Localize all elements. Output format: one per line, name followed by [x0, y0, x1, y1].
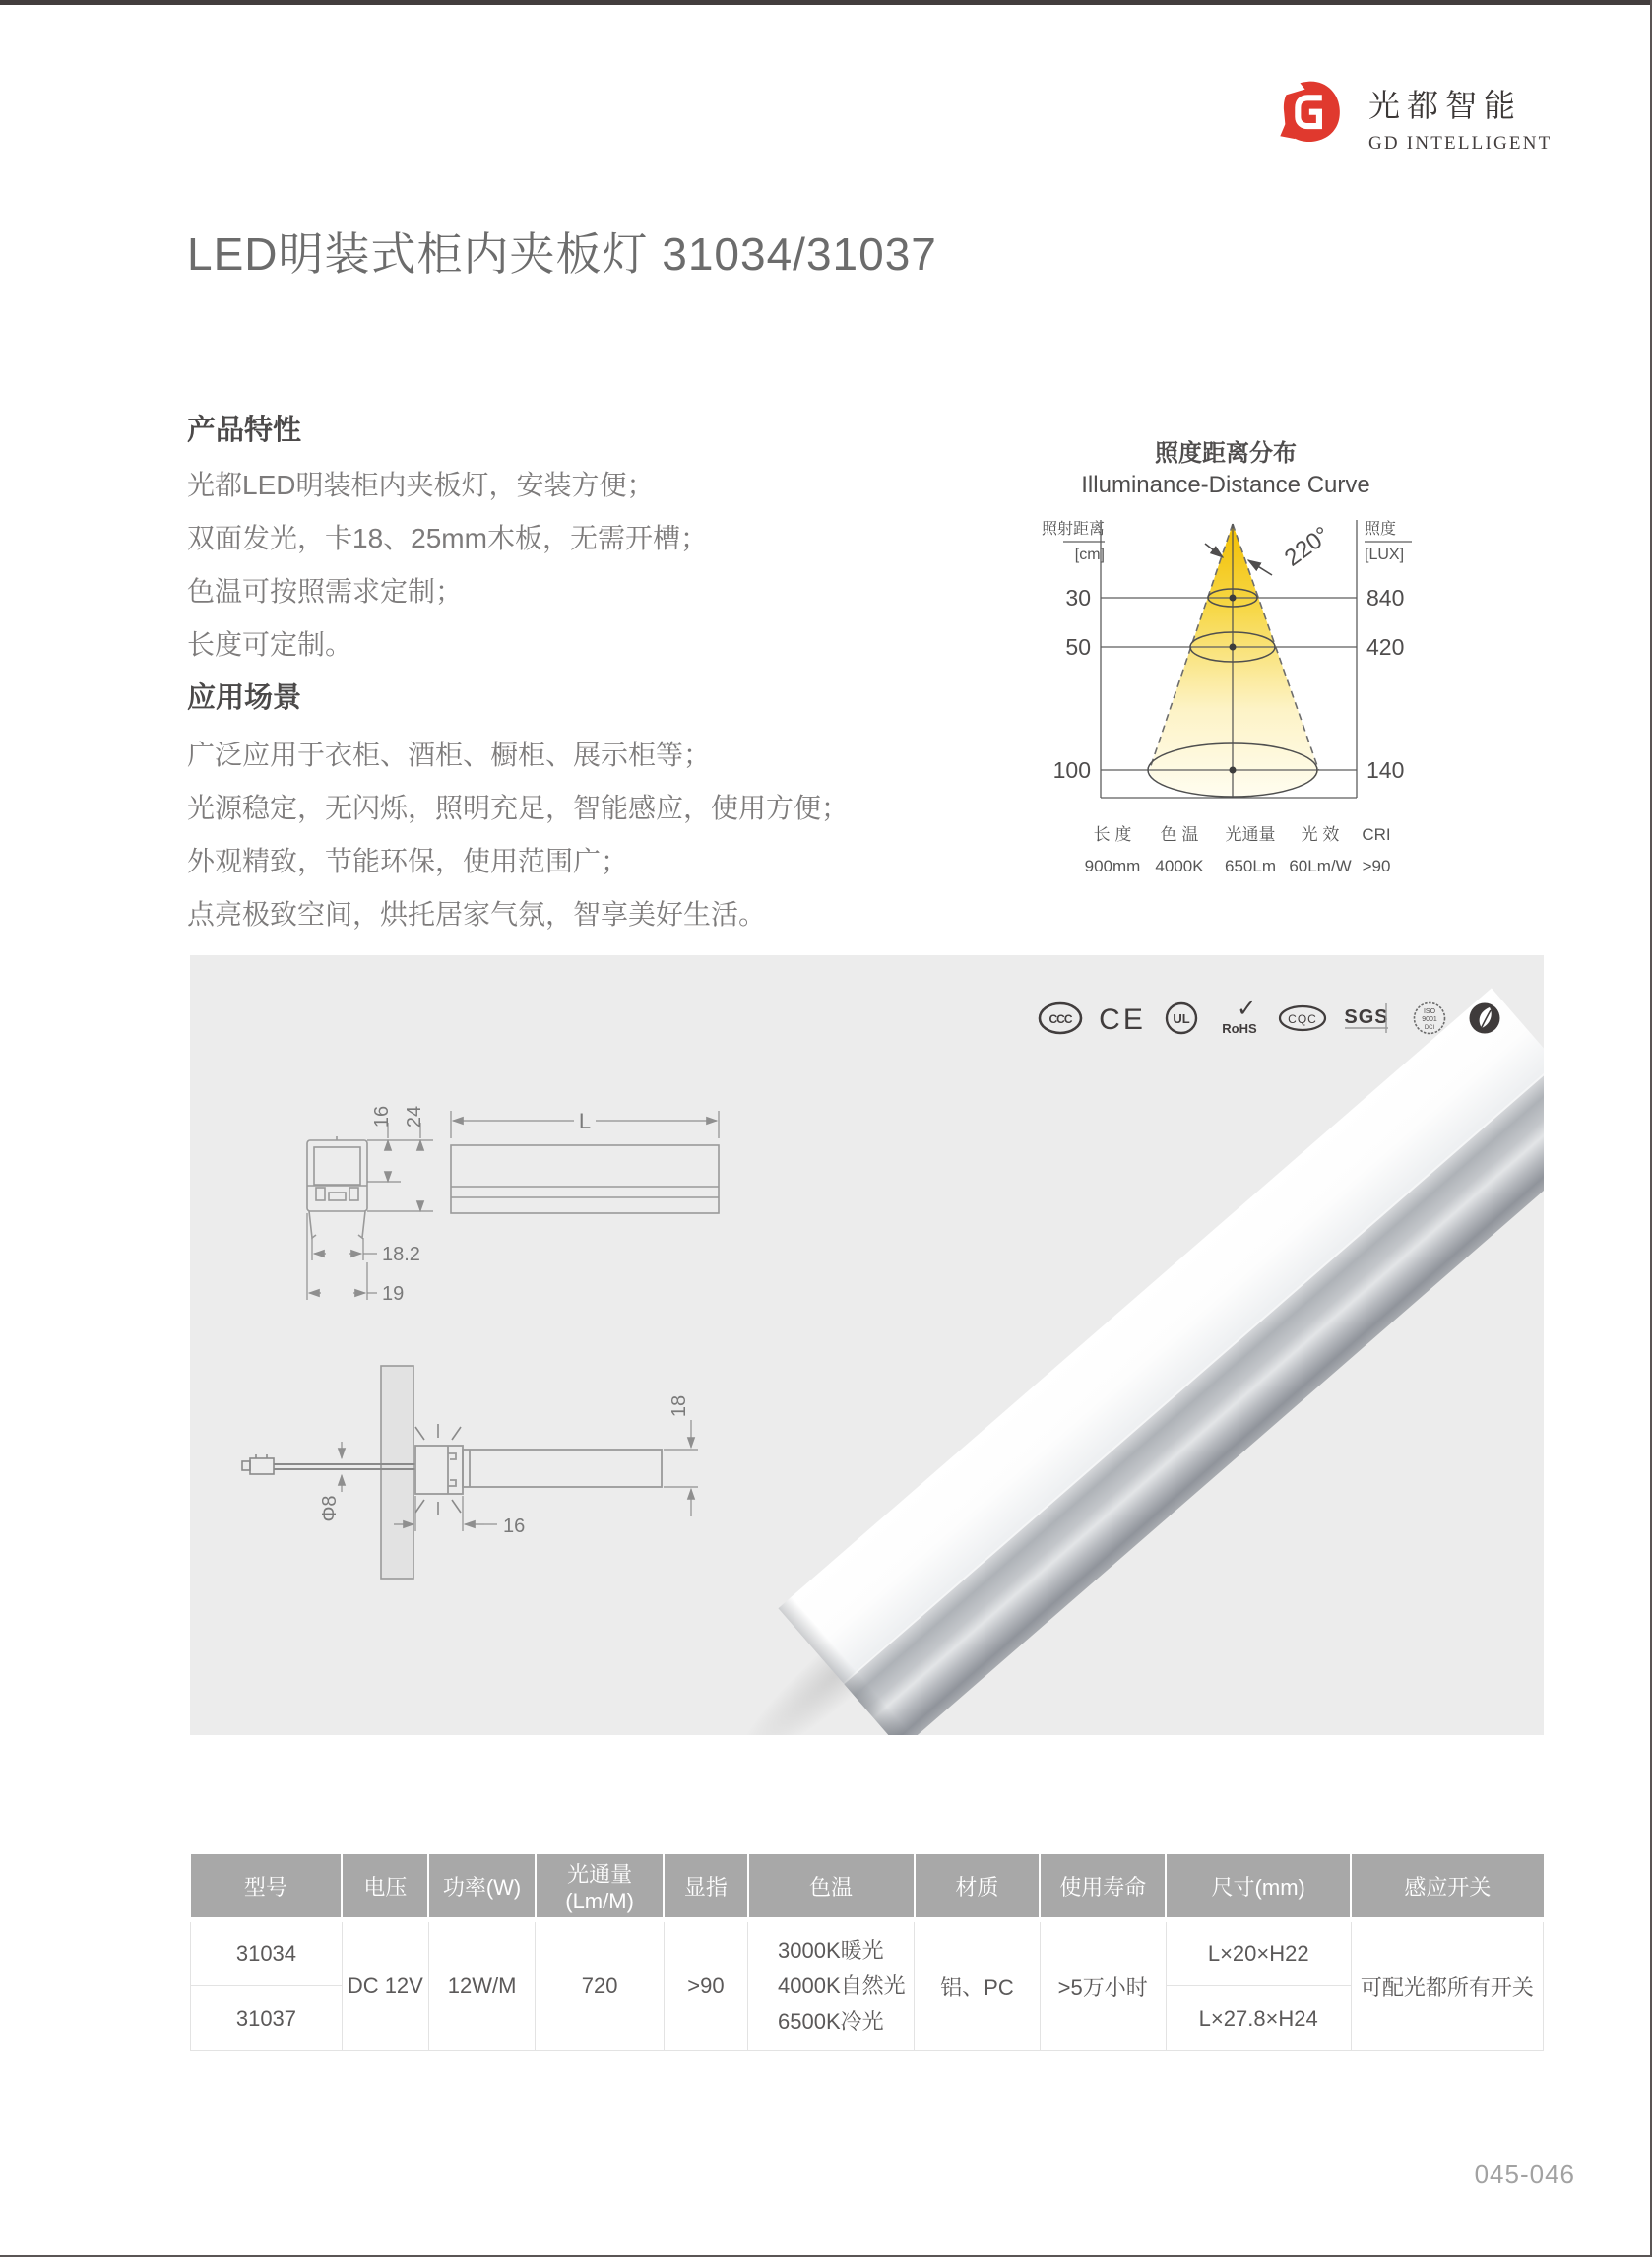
applications-line: 点亮极致空间，烘托居家气氛，智享美好生活。 [187, 899, 767, 930]
spec-label: 光 效 [1301, 825, 1340, 844]
spec-label: 色 温 [1160, 825, 1199, 844]
cell-material: 铝、PC [915, 1920, 1041, 2051]
logo-mark-icon [1276, 73, 1347, 150]
features-heading: 产品特性 [187, 415, 302, 446]
right-axis-unit: [LUX] [1365, 547, 1405, 563]
left-axis-unit: [cm] [1074, 547, 1105, 563]
svg-text:9001: 9001 [1422, 1016, 1437, 1023]
left-axis-name: 照射距离 [1041, 521, 1105, 538]
applications-line: 广泛应用于衣柜、酒柜、橱柜、展示柜等； [187, 740, 712, 770]
tick-right: 840 [1366, 585, 1405, 611]
dim-18-2-label: 18.2 [382, 1244, 420, 1265]
tick-left: 30 [1065, 585, 1091, 611]
cct-option-natural: 4000K自然光 [778, 1973, 906, 1998]
col-luminous-flux: 光通量(Lm/M) [536, 1854, 665, 1920]
technical-drawings [190, 955, 1544, 1735]
applications-heading: 应用场景 [187, 682, 302, 714]
cell-luminous-flux: 720 [536, 1920, 665, 2051]
cell-cct [748, 1920, 915, 2051]
page-top-border [0, 0, 1652, 5]
col-model: 型号 [191, 1854, 343, 1920]
features-line: 色温可按照需求定制； [187, 576, 464, 607]
dim-16-label: 16 [371, 1105, 393, 1128]
svg-text:DCI: DCI [1424, 1025, 1435, 1031]
col-material: 材质 [915, 1854, 1041, 1920]
dim-phi8-label: Φ8 [319, 1495, 341, 1522]
dim-24-label: 24 [404, 1105, 425, 1128]
cell-power: 12W/M [428, 1920, 536, 2051]
cct-option-cool: 6500K冷光 [778, 2009, 884, 2033]
svg-text:✓: ✓ [1236, 999, 1257, 1022]
col-cct: 色温 [748, 1854, 915, 1920]
tick-left: 50 [1065, 634, 1091, 660]
cell-size-31037: L×27.8×H24 [1166, 1986, 1351, 2051]
svg-text:CE: CE [1099, 1003, 1146, 1036]
spec-value: 650Lm [1225, 857, 1276, 875]
page-number: 045-046 [1474, 2160, 1575, 2189]
svg-text:ISO: ISO [1423, 1008, 1436, 1015]
product-panel [190, 955, 1544, 1735]
svg-text:RoHS: RoHS [1222, 1021, 1257, 1036]
spec-value: 4000K [1155, 857, 1204, 875]
dim-18-label: 18 [668, 1394, 690, 1418]
side-profile-drawing [451, 1145, 719, 1213]
illuminance-distance-chart [1014, 421, 1437, 894]
cell-lifespan: >5万小时 [1040, 1920, 1166, 2051]
features-line: 长度可定制。 [187, 629, 353, 660]
spec-table [190, 1854, 1544, 2051]
cell-size-31034: L×20×H22 [1166, 1920, 1351, 1986]
col-power: 功率(W) [428, 1854, 536, 1920]
spec-value: 60Lm/W [1289, 857, 1352, 875]
cell-model-31034: 31034 [191, 1920, 343, 1986]
applications-line: 光源稳定，无闪烁，照明充足，智能感应，使用方便； [187, 793, 850, 823]
spec-label: 光通量 [1225, 825, 1276, 844]
logo-name-cn: 光都智能 [1368, 88, 1523, 123]
cct-option-warm: 3000K暖光 [778, 1938, 884, 1963]
chart-title-cn: 照度距离分布 [1155, 440, 1297, 467]
col-switch: 感应开关 [1351, 1854, 1543, 1920]
features-line: 光都LED明装柜内夹板灯，安装方便； [187, 470, 655, 500]
right-axis-name: 照度 [1365, 521, 1397, 538]
cell-switch: 可配光都所有开关 [1351, 1920, 1543, 2051]
tick-left: 100 [1052, 757, 1091, 783]
cell-model-31037: 31037 [191, 1986, 343, 2051]
dim-16b-label: 16 [503, 1515, 526, 1537]
table-header-row [191, 1854, 1544, 1920]
tick-right: 420 [1366, 634, 1405, 660]
svg-text:UL: UL [1173, 1011, 1190, 1026]
spec-value: >90 [1362, 857, 1391, 875]
features-line: 双面发光，卡18、25mm木板，无需开槽； [187, 523, 708, 553]
beam-angle-label: 220° [1279, 521, 1335, 572]
dim-L-label: L [578, 1109, 592, 1133]
brand-logo [1276, 71, 1553, 169]
spec-value: 900mm [1084, 857, 1141, 875]
spec-label: CRI [1362, 825, 1391, 844]
cell-voltage: DC 12V [342, 1920, 428, 2051]
chart-title-en: Illuminance-Distance Curve [1081, 472, 1370, 498]
col-lifespan: 使用寿命 [1040, 1854, 1166, 1920]
col-voltage: 电压 [342, 1854, 428, 1920]
logo-name-en: GD INTELLIGENT [1368, 133, 1553, 154]
cell-cri: >90 [664, 1920, 747, 2051]
svg-text:CQC: CQC [1288, 1012, 1317, 1026]
svg-text:CCC: CCC [1048, 1012, 1072, 1026]
dim-19-label: 19 [382, 1283, 405, 1305]
table-row [191, 1920, 1544, 1986]
col-cri: 显指 [664, 1854, 747, 1920]
spec-label: 长 度 [1093, 825, 1132, 844]
svg-text:SGS: SGS [1344, 1006, 1389, 1028]
photometric-specs [1085, 825, 1391, 875]
tick-right: 140 [1366, 757, 1405, 783]
applications-text [187, 729, 849, 941]
installation-drawing [242, 1366, 698, 1579]
page-title: LED明装式柜内夹板灯 31034/31037 [187, 228, 937, 280]
cross-section-drawing [307, 1136, 367, 1238]
applications-line: 外观精致，节能环保，使用范围广； [187, 846, 629, 876]
col-size: 尺寸(mm) [1166, 1854, 1351, 1920]
features-text [187, 459, 708, 672]
